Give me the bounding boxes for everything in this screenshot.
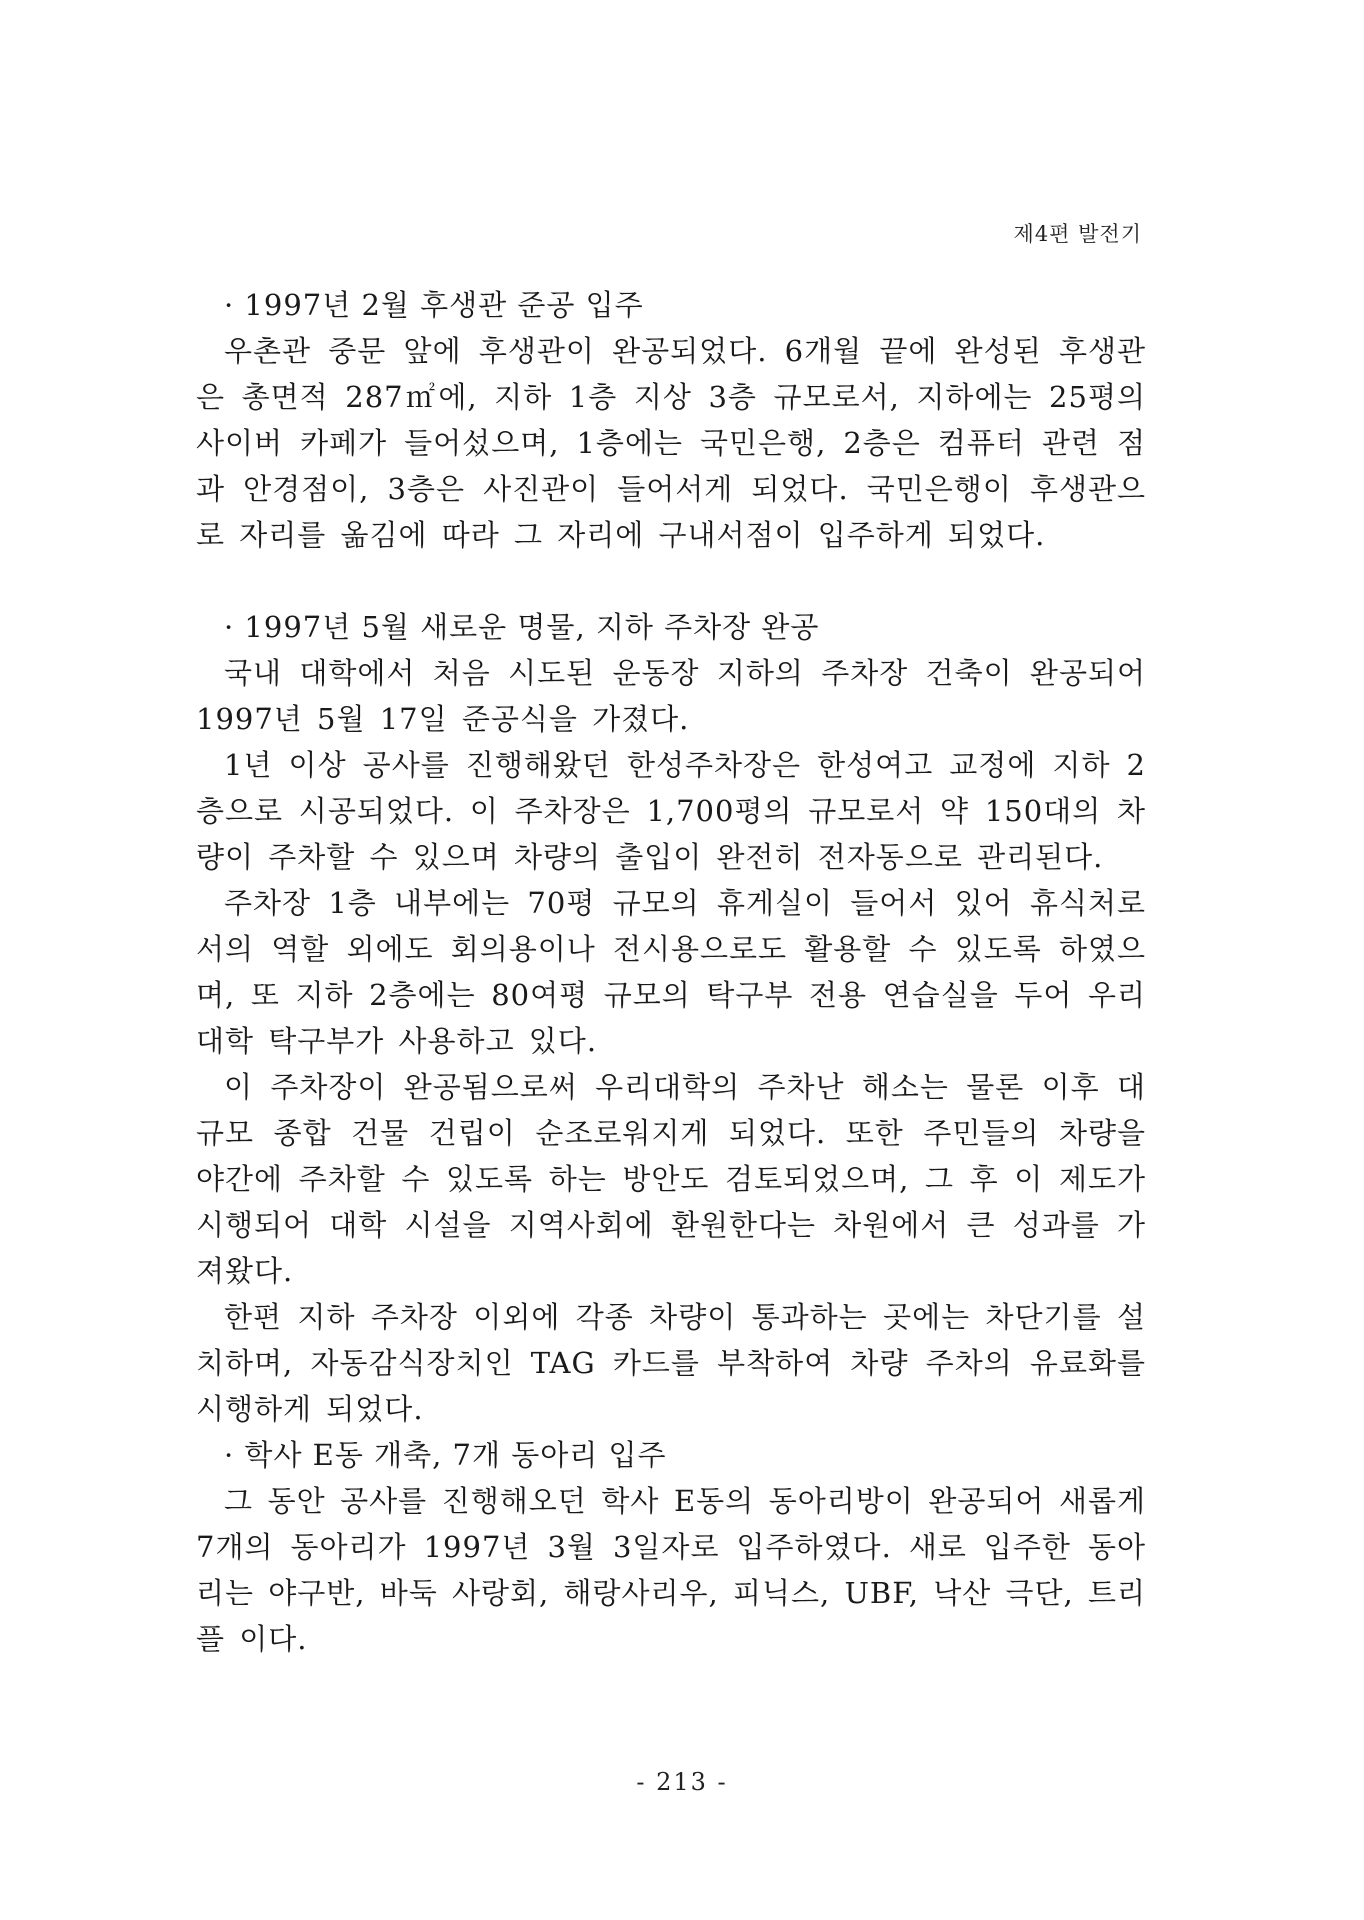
paragraph: 우촌관 중문 앞에 후생관이 완공되었다. 6개월 끝에 완성된 후생관은 총면적 287㎡에, 지하 1층 지상 3층 규모로서, 지하에는 25평의 사이버 카페가 들어섰으며, 1층에는 국민은행, 2층은 컴퓨터 관련 점과 안경점이, 3층은 사진관이 들어서게 되었다. 국민은행이 후생관으로 자리를 옮김에 따라 그 자리에 구내서점이 입주하게 되었다. [196, 334, 1146, 552]
paragraph: 그 동안 공사를 진행해오던 학사 E동의 동아리방이 완공되어 새롭게 7개의 동아리가 1997년 3월 3일자로 입주하였다. 새로 입주한 동아리는 야구반, 바둑 사랑회, 해랑사리우, 피닉스, UBF, 낙산 극단, 트리플 이다. [196, 1484, 1146, 1656]
section-heading: · 학사 E동 개축, 7개 동아리 입주 [224, 1438, 667, 1472]
running-header: 제4편 발전기 [1013, 222, 1142, 246]
section-heading: · 1997년 2월 후생관 준공 입주 [224, 288, 644, 322]
paragraph: 주차장 1층 내부에는 70평 규모의 휴게실이 들어서 있어 휴식처로서의 역할 외에도 회의용이나 전시용으로도 활용할 수 있도록 하였으며, 또 지하 2층에는 80여평 규모의 탁구부 전용 연습실을 두어 우리대학 탁구부가 사용하고 있다. [196, 886, 1146, 1058]
section-heading: · 1997년 5월 새로운 명물, 지하 주차장 완공 [224, 610, 820, 644]
paragraph: 이 주차장이 완공됨으로써 우리대학의 주차난 해소는 물론 이후 대규모 종합 건물 건립이 순조로워지게 되었다. 또한 주민들의 차량을 야간에 주차할 수 있도록 하는 방안도 검토되었으며, 그 후 이 제도가 시행되어 대학 시설을 지역사회에 환원한다는 차원에서 큰 성과를 가져왔다. [196, 1070, 1146, 1288]
page-body [196, 282, 1146, 1662]
paragraph: 한편 지하 주차장 이외에 각종 차량이 통과하는 곳에는 차단기를 설치하며, 자동감식장치인 TAG 카드를 부착하여 차량 주차의 유료화를 시행하게 되었다. [196, 1300, 1146, 1426]
paragraph: 1년 이상 공사를 진행해왔던 한성주차장은 한성여고 교정에 지하 2층으로 시공되었다. 이 주차장은 1,700평의 규모로서 약 150대의 차량이 주차할 수 있으며 차량의 출입이 완전히 전자동으로 관리된다. [196, 748, 1146, 874]
paragraph: 국내 대학에서 처음 시도된 운동장 지하의 주차장 건축이 완공되어 1997년 5월 17일 준공식을 가졌다. [196, 656, 1146, 736]
page-number: - 213 - [636, 1768, 728, 1796]
